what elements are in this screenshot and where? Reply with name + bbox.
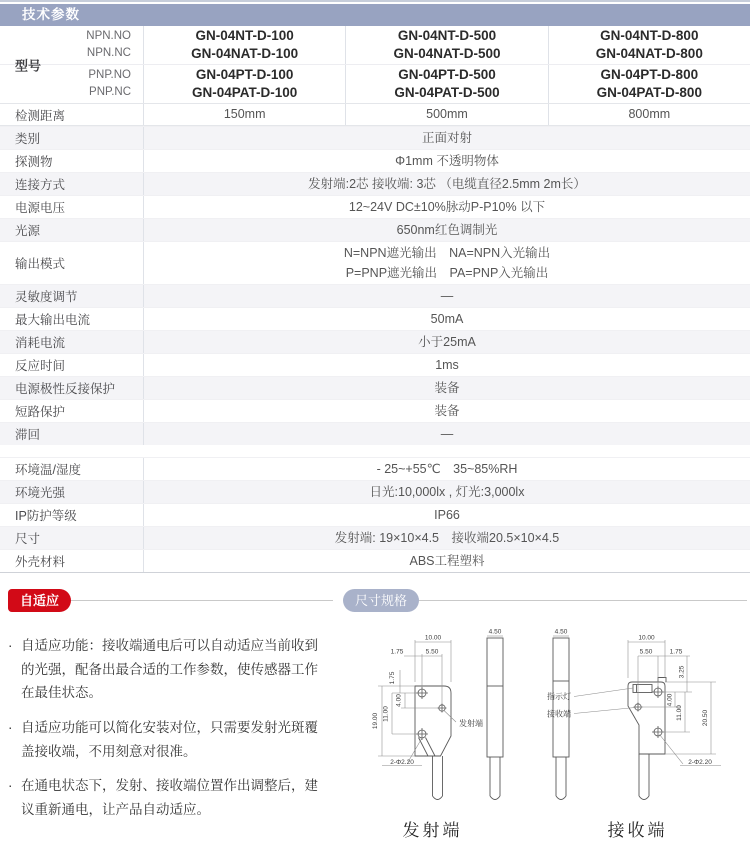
note-item [8,774,328,821]
output-type-label: NPN.NO [86,30,131,42]
adaptive-notes [0,626,330,841]
spec-value: 发射端: 19×10×4.5 接收端20.5×10×4.5 [143,527,750,549]
spec-row-output-mode [0,241,750,284]
spec-value-line: P=PNP遮光输出 PA=PNP入光输出 [345,266,549,280]
spec-label: 电源极性反接保护 [15,382,116,396]
spec-value: IP66 [143,504,750,526]
transmitter-caption: 发射端 [402,821,463,840]
model-number: GN-04NAT-D-800 [595,46,703,61]
model-number: GN-04PT-D-500 [398,67,496,82]
spec-value: 12~24V DC±10%脉动P-P10% 以下 [143,196,750,218]
spec-label: 消耗电流 [15,336,66,350]
section-header-tech-params: 技术参数 [0,4,750,26]
model-number: GN-04PAT-D-800 [596,85,702,100]
dim-top-offset: 1.75 [389,671,396,685]
model-number: GN-04PAT-D-100 [192,85,298,100]
spec-label: 输出模式 [15,257,66,271]
spec-label: 类别 [15,132,41,146]
spec-row [0,218,750,241]
bullet-marker: · [8,719,13,735]
spec-label: 检测距离 [15,108,66,123]
model-number: GN-04NAT-D-500 [393,46,501,61]
table-group-gap [0,445,750,457]
dim-emitter-drop: 4.00 [395,694,403,707]
transmitter-diagram [330,626,535,812]
spec-row [0,307,750,330]
spec-row [0,149,750,172]
model-row [0,26,750,104]
spec-label: 最大输出电流 [15,313,91,327]
spec-value: 650nm红色调制光 [143,219,750,241]
spec-label: 光源 [15,224,41,238]
model-number: GN-04PT-D-800 [600,67,699,82]
model-row-label: 型号 [15,58,42,73]
spec-value: 1ms [143,354,750,376]
spec-label: 滞回 [15,428,41,442]
output-type-label: PNP.NO [88,69,131,81]
model-number: GN-04PAT-D-500 [394,85,500,100]
section-badges [8,588,750,612]
spec-value: 500mm [345,104,547,125]
dim-top-offset: 3.25 [678,665,686,679]
spec-row [0,284,750,307]
dim-emitter-offset: 5.50 [639,648,653,656]
dim-right-offset: 1.75 [669,648,683,656]
model-number: GN-04NAT-D-100 [191,46,299,61]
spec-value: 150mm [143,104,345,125]
spec-table [0,26,750,573]
model-number: GN-04NT-D-500 [397,28,497,43]
dimension-drawings [330,626,750,841]
spec-value-line: N=NPN遮光输出 NA=NPN入光输出 [343,246,551,260]
spec-row [0,195,750,218]
dim-hole-spacing: 11.00 [676,705,683,721]
adaptive-badge: 自适应 [8,589,71,612]
spec-row [0,526,750,549]
spec-value: ABS工程塑料 [143,550,750,572]
note-text: 在通电状态下，发射、接收端位置作出调整后，建议重新通电，让产品自动适应。 [21,778,318,817]
spec-value: 装备 [143,400,750,422]
output-type-label: NPN.NC [86,47,131,59]
note-text: 自适应功能：接收端通电后可以自动适应当前收到的光强，配备出最合适的工作参数，使传感器工作在最佳状态。 [21,638,318,701]
bullet-marker: · [8,638,13,653]
dim-height: 19.00 [372,712,379,730]
spec-row [0,549,750,573]
spec-label: 灵敏度调节 [15,290,78,304]
dim-height: 20.50 [702,709,709,727]
spec-value: 正面对射 [143,127,750,149]
dim-emitter-offset: 5.50 [425,648,439,656]
model-number: GN-04NT-D-800 [600,28,699,43]
lower-content [0,626,750,841]
spec-row [0,480,750,503]
spec-label: 尺寸 [15,532,41,546]
divider-line [71,600,333,601]
divider-line [419,600,747,601]
spec-value: 800mm [548,104,750,125]
dim-thickness: 4.50 [488,628,502,636]
spec-row [0,353,750,376]
spec-label: 探测物 [15,155,53,169]
spec-row [0,457,750,480]
indicator-pointer-label: 指示灯 [547,692,571,701]
spec-value: 装备 [143,377,750,399]
receiver-pointer-label: 接收端 [547,709,571,719]
spec-label: 外壳材料 [15,555,66,569]
spec-value: 50mA [143,308,750,330]
dim-width: 10.00 [424,634,442,642]
spec-label: 反应时间 [15,359,66,373]
spec-value: — [143,285,750,307]
spec-value: Φ1mm 不透明物体 [143,150,750,172]
transmitter-drawing [330,626,535,841]
dim-holes: 2-Φ2.20 [688,759,712,766]
spec-value: 小于25mA [143,331,750,353]
spec-value: - 25~+55℃ 35~85%RH [143,458,750,480]
spec-row [0,376,750,399]
output-type-label: PNP.NC [89,86,131,98]
note-item [8,716,328,763]
spec-row [0,422,750,445]
spec-row [0,172,750,195]
spec-label: 短路保护 [15,405,66,419]
spec-label: IP防护等级 [15,509,77,523]
dim-width: 10.00 [638,634,655,642]
spec-label: 连接方式 [15,178,66,192]
spec-value: 日光:10,000lx , 灯光:3,000lx [143,481,750,503]
spec-label: 电源电压 [15,201,66,215]
dim-emitter-drop: 4.00 [666,693,674,707]
receiver-diagram [535,626,740,812]
receiver-drawing [535,626,740,841]
note-text: 自适应功能可以简化安装对位，只需要发射光斑覆盖接收端，不用刻意对很准。 [21,719,318,759]
spec-value: 发射端:2芯 接收端: 3芯 （电缆直径2.5mm 2m长） [143,173,750,195]
spec-row [0,126,750,149]
note-item [8,634,328,705]
spec-label: 环境温/湿度 [15,463,81,477]
spec-row [0,399,750,422]
spec-row-distance [0,104,750,126]
spec-row [0,330,750,353]
dim-holes: 2-Φ2.20 [390,759,414,766]
dimensions-badge: 尺寸规格 [343,589,419,612]
dim-thickness: 4.50 [554,628,568,636]
model-number: GN-04NT-D-100 [195,28,294,43]
spec-label: 环境光强 [15,486,66,500]
bullet-marker: · [8,778,13,794]
model-number: GN-04PT-D-100 [195,67,294,82]
dim-left-offset: 1.75 [390,648,404,656]
dim-hole-spacing: 11.00 [382,706,390,722]
emitter-pointer-label: 发射端 [459,719,483,728]
spec-row [0,503,750,526]
receiver-caption: 接收端 [607,821,668,840]
spec-value: — [143,423,750,445]
